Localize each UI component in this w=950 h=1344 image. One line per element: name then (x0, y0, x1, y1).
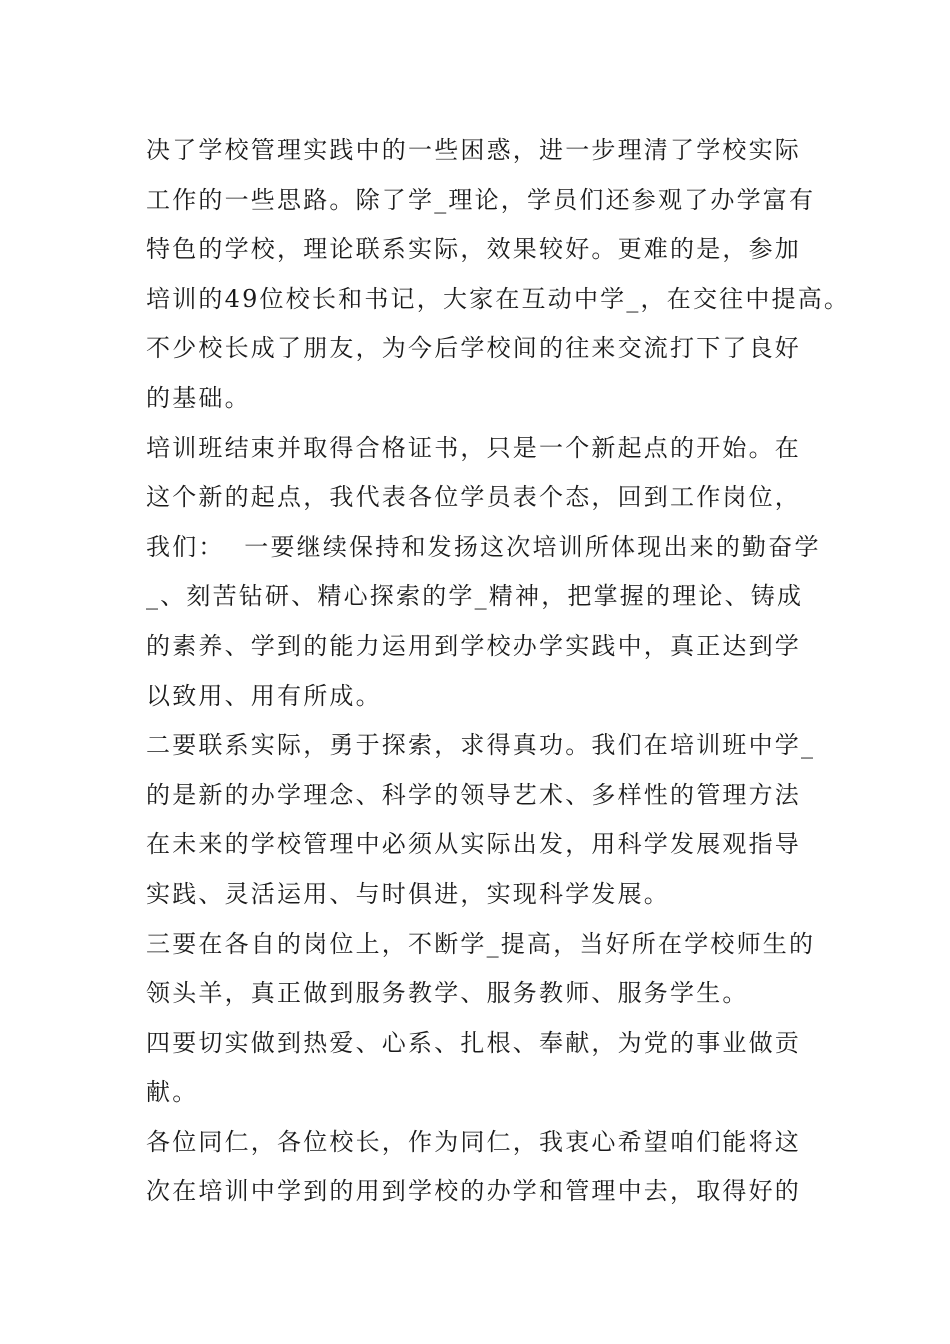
text-line: 的是新的办学理念、科学的领导艺术、多样性的管理方法 (146, 780, 801, 809)
text-line: 工作的一些思路。除了学_理论，学员们还参观了办学富有 (146, 185, 816, 214)
text-line: 各位同仁，各位校长，作为同仁，我衷心希望咱们能将这 (146, 1127, 801, 1156)
text-line: 二要联系实际，勇于探索，求得真功。我们在培训班中学_ (146, 731, 816, 760)
text-line: 我们： 一要继续保持和发扬这次培训所体现出来的勤奋学 (146, 532, 821, 561)
text-line: 决了学校管理实践中的一些困惑，进一步理清了学校实际 (146, 136, 801, 164)
text-line: 实践、灵活运用、与时俱进，实现科学发展。 (146, 879, 670, 908)
text-line: 这个新的起点，我代表各位学员表个态，回到工作岗位， (146, 483, 801, 512)
text-line: 以致用、用有所成。 (146, 681, 382, 710)
text-line: 特色的学校，理论联系实际，效果较好。更难的是，参加 (146, 235, 801, 264)
text-line: 献。 (146, 1078, 199, 1107)
text-line: 三要在各自的岗位上，不断学_提高，当好所在学校师生的 (146, 929, 816, 958)
text-line: 不少校长成了朋友，为今后学校间的往来交流打下了良好 (146, 334, 801, 363)
text-line: 培训的49位校长和书记，大家在互动中学_，在交往中提高。 (146, 284, 851, 313)
text-line: 领头羊，真正做到服务教学、服务教师、服务学生。 (146, 979, 749, 1008)
document-body (146, 126, 851, 1217)
text-line: 四要切实做到热爱、心系、扎根、奉献，为党的事业做贡 (146, 1028, 801, 1057)
text-line: 的素养、学到的能力运用到学校办学实践中，真正达到学 (146, 631, 801, 660)
text-line: 培训班结束并取得合格证书，只是一个新起点的开始。在 (146, 433, 801, 462)
text-line: 在未来的学校管理中必须从实际出发，用科学发展观指导 (146, 830, 801, 859)
text-line: 次在培训中学到的用到学校的办学和管理中去，取得好的 (146, 1177, 801, 1206)
text-line: _、刻苦钻研、精心探索的学_精神，把掌握的理论、铸成 (146, 582, 804, 611)
text-line: 的基础。 (146, 383, 251, 412)
